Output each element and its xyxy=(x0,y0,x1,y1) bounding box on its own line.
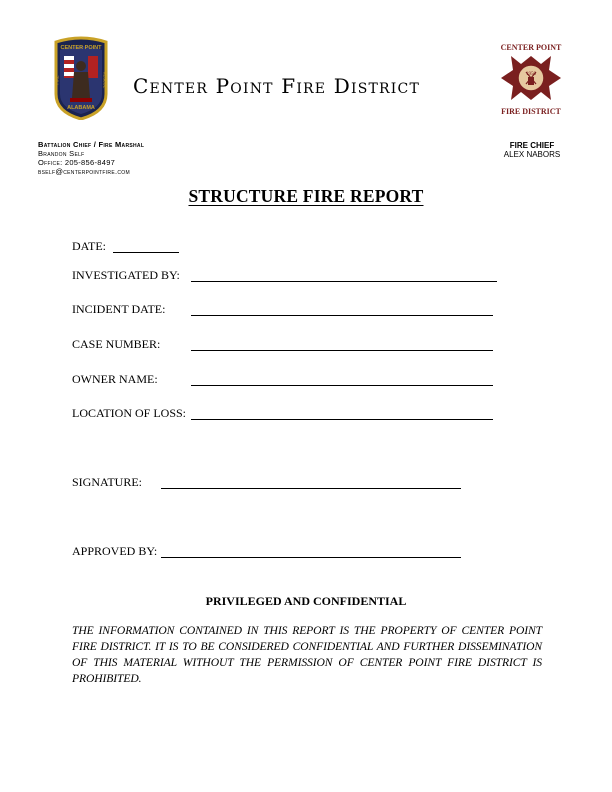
patch-left-text: FIRE xyxy=(54,75,60,85)
date-line[interactable] xyxy=(113,252,179,253)
contact-title: Battalion Chief / Fire Marshal xyxy=(38,140,145,149)
incident-date-line[interactable] xyxy=(191,315,493,316)
signature-line[interactable] xyxy=(161,488,461,489)
patch-bottom-text: ALABAMA xyxy=(67,105,95,111)
owner-name-label: OWNER NAME: xyxy=(72,372,158,386)
contact-block xyxy=(38,140,144,176)
privileged-heading: PRIVILEGED AND CONFIDENTIAL xyxy=(205,594,407,608)
case-number-label: CASE NUMBER: xyxy=(72,337,161,351)
incident-date-label: INCIDENT DATE: xyxy=(72,302,166,316)
location-of-loss-label: LOCATION OF LOSS: xyxy=(72,406,187,420)
cross-year-text: 1950 xyxy=(526,72,536,77)
approved-by-label: APPROVED BY: xyxy=(72,544,158,558)
chief-name: ALEX NABORS xyxy=(503,150,561,159)
patch-right-text: RESCUE xyxy=(102,71,108,89)
contact-name: Brandon Self xyxy=(38,149,85,158)
organization-name: Center Point Fire District xyxy=(133,74,420,98)
report-title: STRUCTURE FIRE REPORT xyxy=(188,186,424,206)
contact-email: bself@centerpointfire.com xyxy=(38,167,130,176)
contact-office: Office: 205-856-8497 xyxy=(38,158,116,167)
confidentiality-disclaimer: THE INFORMATION CONTAINED IN THIS REPORT IS THE PROPERTY OF CENTER POINT FIRE DISTRICT. IT IS TO BE CONSIDERED CONFIDENTIAL AND FURTHER DISSEMINATION OF THIS MATERIAL WITHOUT THE PERMISSION OF CENTER POINT FIRE DISTRICT IS PROHIBITED. xyxy=(72,624,542,685)
location-of-loss-line[interactable] xyxy=(191,419,493,420)
case-number-line[interactable] xyxy=(191,350,493,351)
signature-label: SIGNATURE: xyxy=(72,475,143,489)
investigated-by-line[interactable] xyxy=(191,281,497,282)
cross-top-text: CENTER POINT xyxy=(500,43,562,52)
date-label: DATE: xyxy=(72,239,106,253)
investigated-by-label: INVESTIGATED BY: xyxy=(72,268,180,282)
approved-by-line[interactable] xyxy=(161,557,461,558)
cross-bottom-text: FIRE DISTRICT xyxy=(501,107,561,116)
fire-district-patch-icon xyxy=(52,36,110,120)
maltese-cross-logo-icon xyxy=(493,38,569,134)
chief-block xyxy=(487,141,577,159)
owner-name-line[interactable] xyxy=(191,385,493,386)
chief-title: FIRE CHIEF xyxy=(509,141,555,150)
patch-top-text: CENTER POINT xyxy=(60,45,102,51)
